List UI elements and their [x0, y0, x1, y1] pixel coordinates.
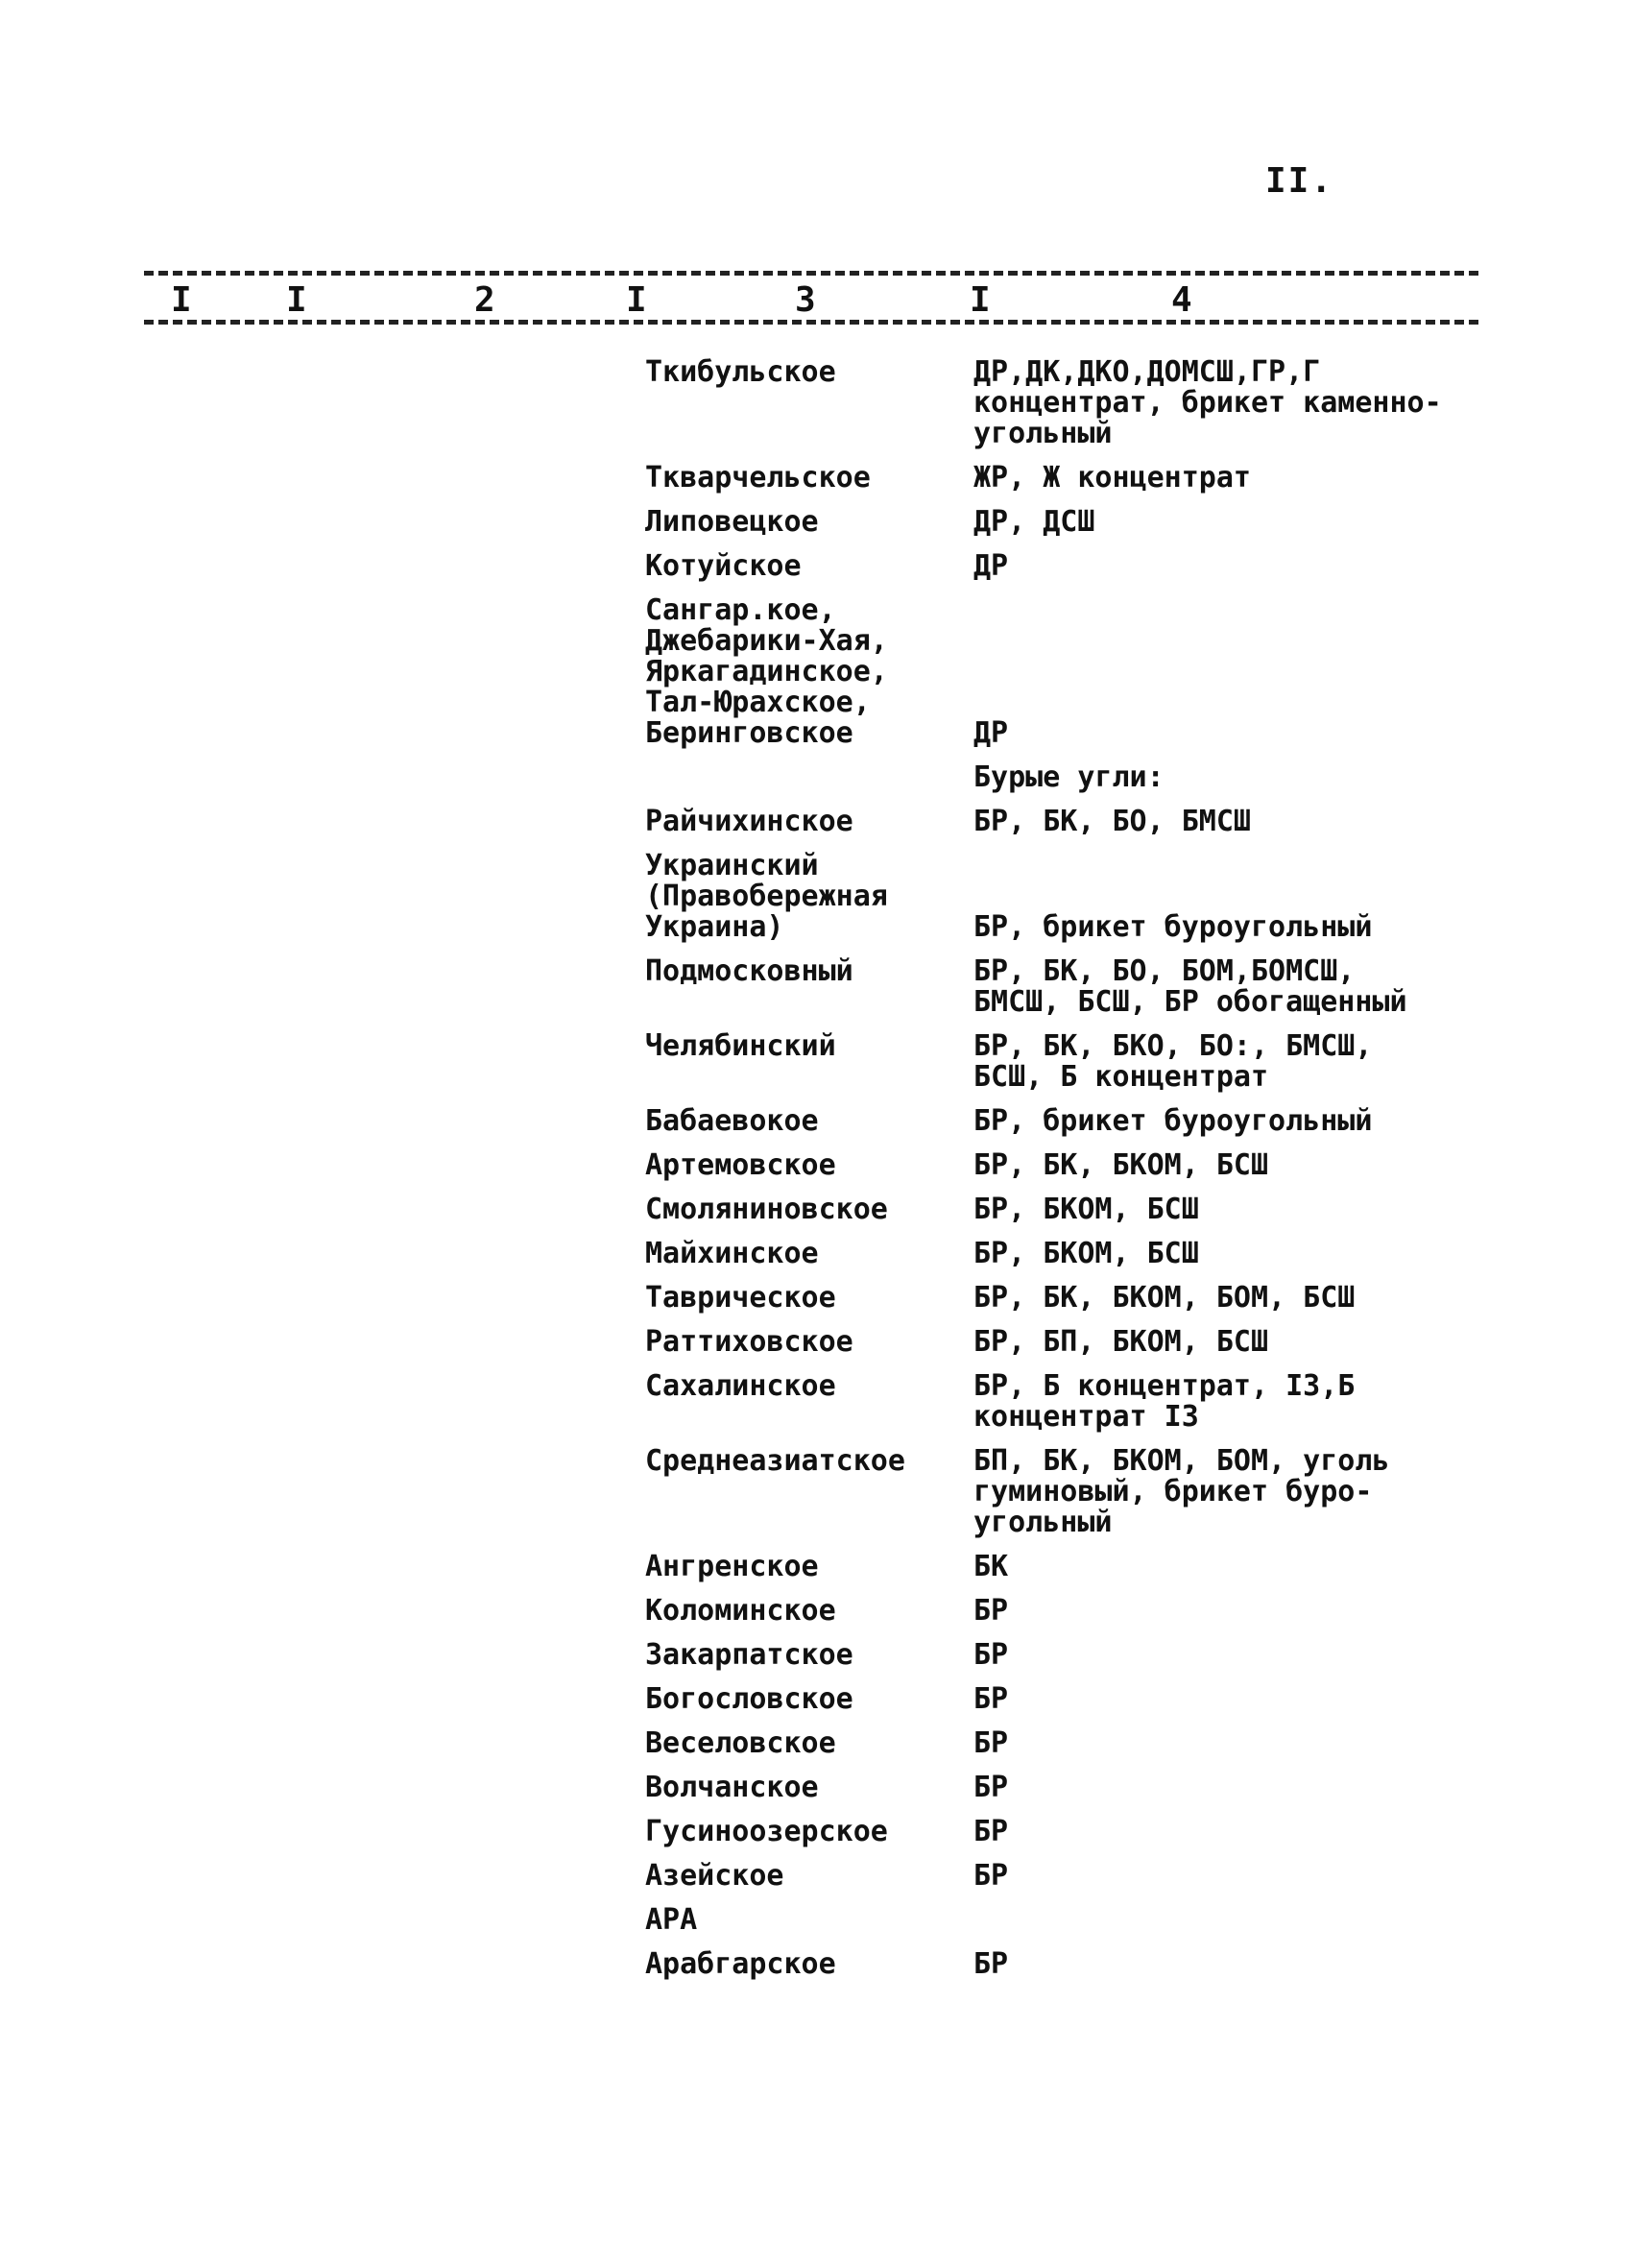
- coal-deposits-table-body: [645, 357, 1490, 1993]
- table-row: [645, 1684, 1490, 1715]
- table-row: [645, 1640, 1490, 1671]
- table-row: [645, 1861, 1490, 1892]
- deposit-name: Раттиховское: [645, 1325, 853, 1359]
- table-header-bottom-rule: [144, 320, 1478, 325]
- table-row: [645, 1817, 1490, 1847]
- page-number: II.: [1265, 161, 1334, 201]
- table-row: [645, 1106, 1490, 1137]
- coal-grades: ДР,ДК,ДКО,ДОМСШ,ГР,Г концентрат, брикет каменно- угольный: [973, 355, 1442, 450]
- column-4-header: 4: [1171, 280, 1192, 320]
- deposit-name: Райчихинское: [645, 805, 853, 838]
- deposit-name: Ангренское: [645, 1550, 819, 1583]
- coal-grades: БР, Б концентрат, I3,Б концентрат I3: [973, 1369, 1356, 1434]
- deposit-name: Веселовское: [645, 1726, 836, 1760]
- deposit-name: Таврическое: [645, 1281, 836, 1315]
- table-row: [645, 1031, 1490, 1093]
- table-header-top-rule: [144, 271, 1478, 276]
- deposit-name: Майхинское: [645, 1237, 819, 1270]
- deposit-name: АРА: [645, 1903, 698, 1937]
- coal-grades: БР, БКОМ, БСШ: [973, 1237, 1199, 1270]
- column-separator: I: [970, 280, 991, 320]
- column-3-header: 3: [795, 280, 816, 320]
- deposit-name: Среднеазиатское: [645, 1444, 905, 1478]
- table-row: [645, 851, 1490, 943]
- table-row: [645, 1283, 1490, 1314]
- coal-grades: БР, БК, БО, БОМ,БОМСШ, БМСШ, БСШ, БР обогащенный: [973, 954, 1407, 1019]
- coal-grades: БР: [973, 1771, 1009, 1804]
- table-row: [645, 463, 1490, 494]
- deposit-name: Азейское: [645, 1859, 784, 1893]
- coal-grades: БР, БК, БКО, БО:, БМСШ, БСШ, Б концентрат: [973, 1029, 1373, 1094]
- coal-grades: БР: [973, 1726, 1009, 1760]
- deposit-name: Волчанское: [645, 1771, 819, 1804]
- coal-grades: ДР: [973, 549, 1009, 583]
- column-2-header: 2: [474, 280, 495, 320]
- coal-grades: БР, БК, БКОМ, БСШ: [973, 1148, 1269, 1182]
- deposit-name: Котуйское: [645, 549, 802, 583]
- table-row: [645, 1949, 1490, 1980]
- deposit-name: Сангар.кое, Джебарики-Хая, Яркагадинское, Тал-Юрахское, Беринговское: [645, 593, 888, 750]
- table-row: [645, 1552, 1490, 1582]
- coal-grades: БР: [973, 1594, 1009, 1628]
- table-row: [645, 1728, 1490, 1759]
- table-row: [645, 1446, 1490, 1538]
- deposit-name: Богословское: [645, 1682, 853, 1716]
- coal-grades: БП, БК, БКОМ, БОМ, уголь гуминовый, брикет буро- угольный: [973, 1444, 1390, 1539]
- deposit-name: Украинский (Правобережная Украина): [645, 849, 888, 944]
- coal-grades: БР: [973, 1682, 1009, 1716]
- deposit-name: Закарпатское: [645, 1638, 853, 1672]
- coal-grades: БР, БК, БО, БМСШ: [973, 805, 1251, 838]
- table-row: [645, 1773, 1490, 1803]
- deposit-name: Коломинское: [645, 1594, 836, 1628]
- table-row: [645, 1239, 1490, 1269]
- deposit-name: Бабаевокое: [645, 1104, 819, 1138]
- deposit-name: Артемовское: [645, 1148, 836, 1182]
- table-row: [645, 551, 1490, 582]
- deposit-name: Ткибульское: [645, 355, 836, 389]
- table-row: [645, 1596, 1490, 1627]
- deposit-name: Арабгарское: [645, 1947, 836, 1981]
- coal-grades: ДР: [973, 716, 1009, 750]
- coal-grades: БР: [973, 1947, 1009, 1981]
- coal-grades: ДР, ДСШ: [973, 505, 1095, 539]
- column-separator: I: [171, 280, 192, 320]
- deposit-name: Гусиноозерское: [645, 1815, 888, 1848]
- table-row: [645, 1905, 1490, 1936]
- table-row: [645, 1327, 1490, 1358]
- column-separator: I: [626, 280, 647, 320]
- table-row: [645, 595, 1490, 749]
- deposit-name: Челябинский: [645, 1029, 836, 1063]
- table-row: [645, 357, 1490, 449]
- deposit-name: Подмосковный: [645, 954, 853, 988]
- table-row: [645, 1371, 1490, 1433]
- table-row: [645, 1150, 1490, 1181]
- section-heading-brown-coal: Бурые угли:: [973, 760, 1165, 794]
- table-row: [645, 507, 1490, 538]
- coal-grades: БК: [973, 1550, 1009, 1583]
- coal-grades: ЖР, Ж концентрат: [973, 461, 1251, 495]
- deposit-name: Сахалинское: [645, 1369, 836, 1403]
- table-row: [645, 807, 1490, 837]
- coal-grades: БР: [973, 1638, 1009, 1672]
- coal-grades: БР, брикет буроугольный: [973, 1104, 1373, 1138]
- deposit-name: Ткварчельское: [645, 461, 871, 495]
- coal-grades: БР, БП, БКОМ, БСШ: [973, 1325, 1269, 1359]
- table-row: [645, 1194, 1490, 1225]
- table-row: [645, 956, 1490, 1018]
- coal-grades: БР, БК, БКОМ, БОМ, БСШ: [973, 1281, 1356, 1315]
- column-1-header: I: [286, 280, 307, 320]
- deposit-name: Смоляниновское: [645, 1193, 888, 1226]
- deposit-name: Липовецкое: [645, 505, 819, 539]
- coal-grades: БР: [973, 1859, 1009, 1893]
- coal-grades: БР, БКОМ, БСШ: [973, 1193, 1199, 1226]
- coal-grades: БР, брикет буроугольный: [973, 910, 1373, 944]
- coal-grades: БР: [973, 1815, 1009, 1848]
